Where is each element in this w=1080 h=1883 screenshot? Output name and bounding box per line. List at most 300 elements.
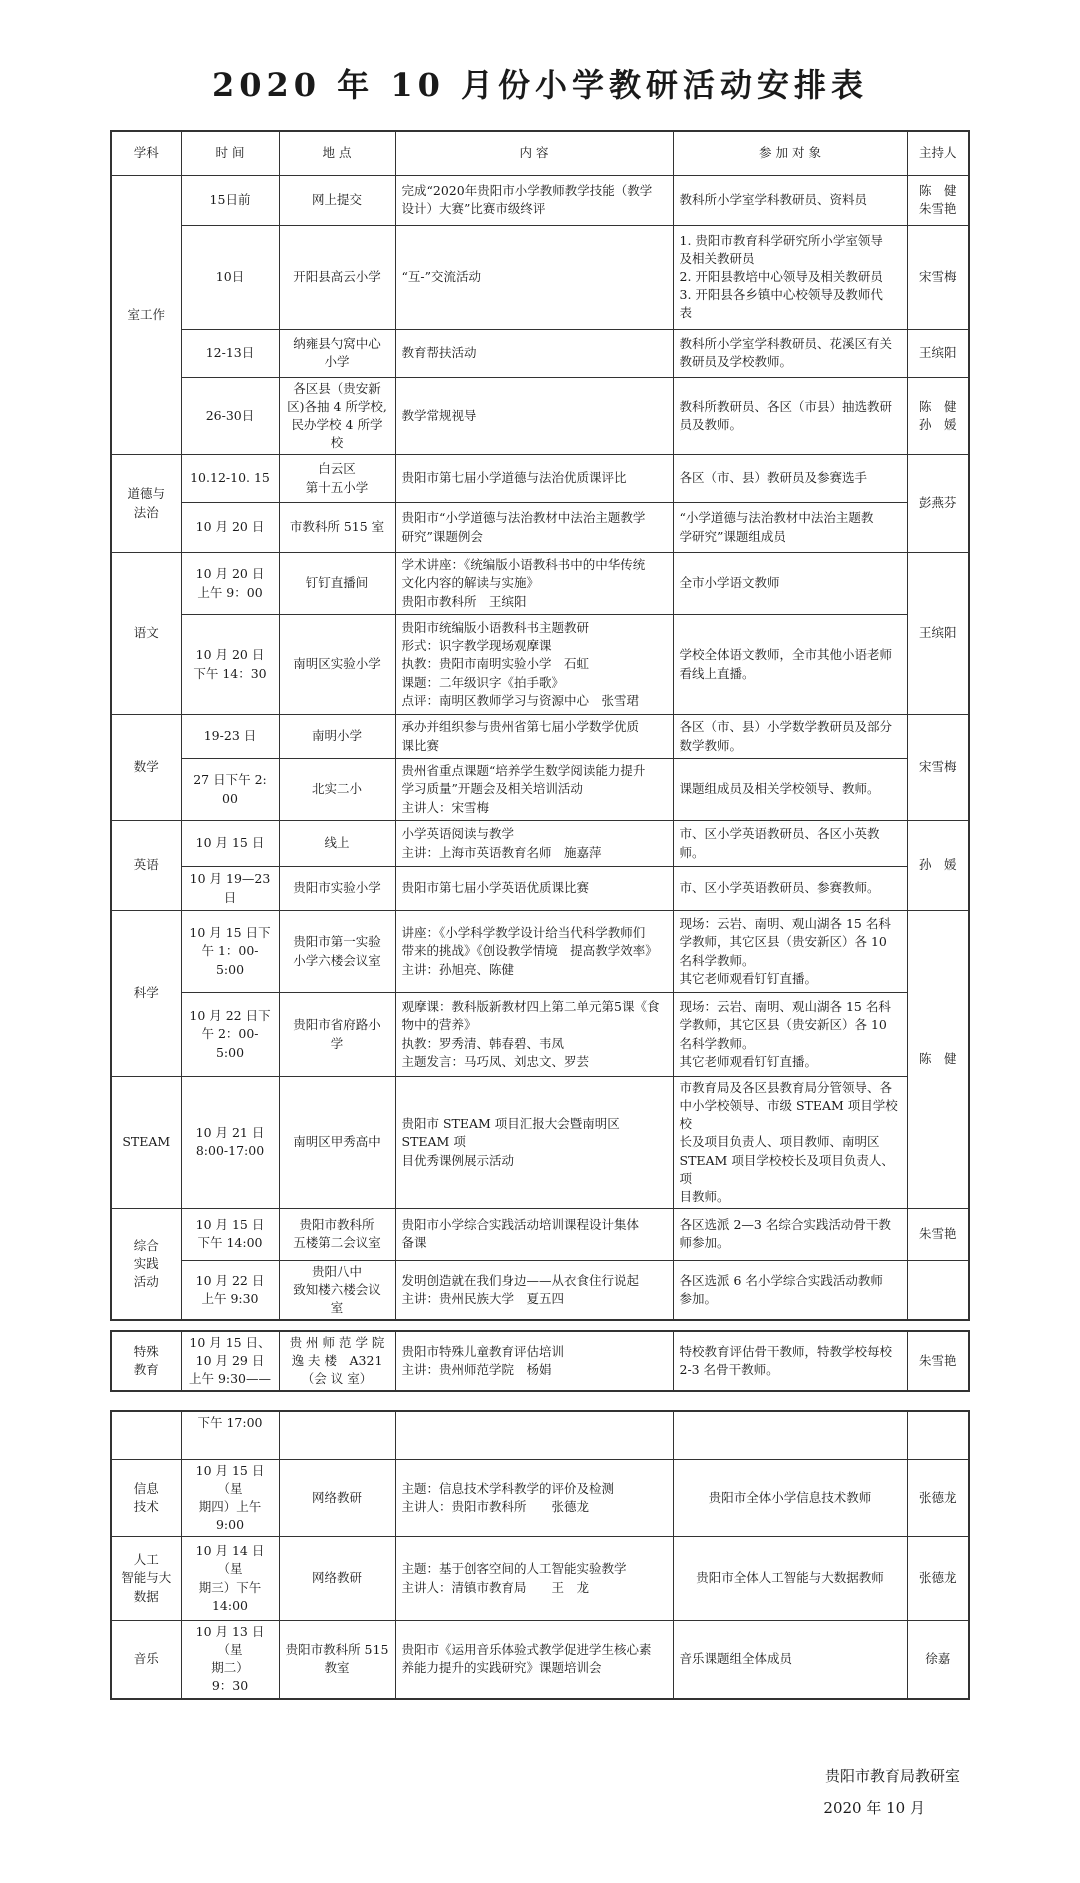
text-line: 致知楼六楼会议 (293, 1282, 381, 1298)
participants-cell (673, 759, 907, 821)
header-participants: 参 加 对 象 (673, 131, 907, 175)
text-line: 12-13日 (205, 344, 255, 360)
text-line: 综合 (133, 1237, 159, 1253)
text-line: 贵 州 师 范 学 院 (289, 1335, 385, 1350)
text-line: 市教育局及各区县教育局分管领导、各 (679, 1080, 893, 1095)
text-line: 南明区甲秀高中 (293, 1134, 381, 1150)
text-line: 徐嘉 (925, 1651, 951, 1667)
text-line: 点评：南明区教师学习与资源中心 张雪珺 (401, 692, 640, 708)
text-line: 3. 开阳县各乡镇中心校领导及教师代 (679, 287, 883, 303)
text-line: 10 月 19—23 (189, 871, 271, 887)
table-row (111, 503, 969, 553)
participants-cell (673, 455, 907, 503)
time-cell (181, 175, 279, 225)
text-line: 小学 (324, 354, 350, 369)
text-line: 学教师，其它区县（贵安新区）各 10 (679, 1017, 887, 1033)
time-cell (181, 553, 279, 615)
text-line: 物中的营养》 (401, 1017, 477, 1033)
text-line: 各区选派 6 名小学综合实践活动教师 (679, 1273, 883, 1288)
time-cell (181, 615, 279, 715)
text-line: 南明小学 (311, 728, 362, 744)
text-line: 陈 健 (918, 398, 957, 414)
subject-cell: 英语 (111, 821, 181, 911)
text-line: 实践 (133, 1256, 159, 1272)
text-line: 主讲：上海市英语教育名师 施嘉萍 (401, 844, 602, 860)
text-line: 执教：罗秀清、韩春碧、韦凤 (401, 1035, 565, 1051)
content-cell (395, 993, 673, 1077)
table-row (111, 615, 969, 715)
participants-cell (673, 377, 907, 455)
text-line: 贵阳市教科所 515 (285, 1642, 389, 1658)
subject-cell: 数学 (111, 715, 181, 821)
time-cell (181, 1077, 279, 1209)
text-line: 小学英语阅读与教学 (401, 826, 515, 842)
special-education-table (110, 1330, 970, 1392)
text-line: “小学道德与法治教材中法治主题教 (679, 510, 874, 526)
host-cell: 孙 媛 (907, 821, 969, 911)
place-cell (279, 993, 395, 1077)
text-line: 各区（市、县）小学数学教研员及部分 (679, 719, 893, 735)
table-row (111, 455, 969, 503)
text-line: 课比赛 (401, 737, 440, 753)
participants-cell (673, 867, 907, 911)
text-line: 数学教师。 (679, 737, 743, 753)
text-line: 贵阳市统编版小语教科书主题教研 (401, 620, 590, 636)
text-line: 陈 健 (918, 182, 957, 198)
time-cell (181, 1459, 279, 1537)
text-line: 教育 (133, 1362, 159, 1378)
text-line: 五楼第二会议室 (293, 1235, 381, 1251)
content-cell (395, 377, 673, 455)
text-line: 9:00 (215, 1516, 245, 1532)
text-line: 上午 9：00 (197, 584, 263, 600)
text-line: 8:00-17:00 (195, 1143, 265, 1159)
place-cell (279, 175, 395, 225)
text-line: 长及项目负责人、项目教师、南明区 (679, 1134, 880, 1150)
text-line: 民办学校 4 所学校 (291, 416, 383, 450)
participants-cell (673, 503, 907, 553)
place-cell (279, 759, 395, 821)
text-line: 纳雍县勺窝中心 (293, 335, 381, 351)
table-row (111, 1331, 969, 1391)
header-row (111, 131, 969, 175)
header-subject: 学科 (111, 131, 181, 175)
text-line: 学校全体语文教师，全市其他小语老师 (679, 647, 893, 663)
text-line: 看线上直播。 (679, 665, 755, 681)
content-cell (395, 715, 673, 759)
place-cell (279, 615, 395, 715)
table-row (111, 1208, 969, 1260)
text-line: 10 月 22 日 (195, 1273, 265, 1288)
text-line: 贵阳八中 (311, 1263, 362, 1279)
text-line: 贵阳市《运用音乐体验式教学促进学生核心素 (401, 1642, 652, 1658)
text-line: 朱雪艳 (918, 1226, 957, 1242)
content-cell (395, 911, 673, 993)
text-line: 午 2：00-5:00 (201, 1026, 259, 1060)
place-cell (279, 1537, 395, 1621)
place-cell (279, 377, 395, 455)
text-line: 第十五小学 (305, 479, 369, 495)
content-cell (395, 1621, 673, 1699)
text-line: 学习质量”开题会及相关培训活动 (401, 781, 583, 797)
text-line: 10 月 15 日（星 (195, 1462, 265, 1496)
time-cell (181, 1260, 279, 1320)
text-line: 期三）下午 (198, 1579, 262, 1595)
text-line: 教科所教研员、各区（市县）抽选教研 (679, 398, 893, 414)
time-cell (181, 715, 279, 759)
text-line: 宋雪梅 (918, 268, 957, 284)
text-line: 主讲：贵州民族大学 夏五四 (401, 1291, 565, 1307)
place-cell (279, 1331, 395, 1391)
text-line: 教学常规视导 (401, 407, 477, 423)
content-cell (395, 1459, 673, 1537)
header-content: 内 容 (395, 131, 673, 175)
text-line: 教科所小学室学科教研员、花溪区有关 (679, 335, 893, 351)
text-line: 贵州省重点课题“培养学生数学阅读能力提升 (401, 763, 646, 779)
host-cell (907, 1260, 969, 1320)
host-cell: 陈 健 (907, 911, 969, 1209)
text-line: 10 月 15 日 (195, 835, 265, 851)
table-row (111, 715, 969, 759)
place-cell (279, 821, 395, 867)
header-place: 地 点 (279, 131, 395, 175)
participants-cell (673, 329, 907, 377)
text-line: 14:00 (211, 1597, 249, 1613)
host-cell: 彭燕芬 (907, 455, 969, 553)
content-cell (395, 225, 673, 329)
host-cell (907, 1621, 969, 1699)
text-line: 市、区小学英语教研员、参赛教师。 (679, 880, 880, 896)
text-line: 技术 (133, 1498, 159, 1514)
header-time: 时 间 (181, 131, 279, 175)
text-line: 下午 17:00 (197, 1415, 263, 1430)
text-line: 10 月 15 日 (195, 1217, 265, 1233)
text-line: 贵阳市第七届小学英语优质课比赛 (401, 880, 590, 896)
text-line: 全市小学语文教师 (679, 575, 780, 591)
text-line: 名科学教师。 (679, 1035, 755, 1051)
place-cell (279, 1077, 395, 1209)
content-cell (395, 503, 673, 553)
text-line: 学研究”课题组成员 (679, 528, 786, 544)
participants-cell (673, 615, 907, 715)
text-line: 承办并组织参与贵州省第七届小学数学优质 (401, 719, 640, 735)
content-cell (395, 455, 673, 503)
time-cell (181, 911, 279, 993)
text-line: 26-30日 (205, 407, 255, 423)
participants-cell (673, 1208, 907, 1260)
text-line: 10 月 14 日（星 (195, 1543, 265, 1577)
text-line: 网络教研 (311, 1489, 362, 1505)
table-row (111, 1077, 969, 1209)
text-line: 形式：识字教学现场观摩课 (401, 638, 552, 654)
content-cell (395, 821, 673, 867)
text-line: 养能力提升的实践研究》课题培训会 (401, 1660, 602, 1676)
text-line: 2-3 名骨干教师。 (679, 1362, 779, 1378)
text-line: 教育帮扶活动 (401, 344, 477, 360)
text-line: 期四）上午 (198, 1498, 262, 1514)
text-line: 张德龙 (918, 1489, 957, 1505)
participants-cell (673, 715, 907, 759)
page-title: 2020 年 10 月份小学教研活动安排表 (211, 66, 869, 104)
table-row (111, 993, 969, 1077)
place-cell (279, 503, 395, 553)
text-line: 教研员及学校教师。 (679, 354, 793, 369)
text-line: 设计）大赛”比赛市级终评 (401, 201, 546, 216)
header-host: 主持人 (907, 131, 969, 175)
text-line: 各区（市、县）教研员及参赛选手 (679, 470, 868, 486)
text-line: 特殊 (133, 1344, 159, 1360)
place-cell (279, 1208, 395, 1260)
text-line: 孙 媛 (918, 416, 957, 432)
table-row (111, 377, 969, 455)
text-line: 贵阳市全体人工智能与大数据教师 (696, 1570, 884, 1586)
text-line: 发明创造就在我们身边——从衣食住行说起 (401, 1273, 640, 1288)
place-cell (279, 455, 395, 503)
text-line: 15日前 (209, 191, 251, 207)
host-cell (907, 1459, 969, 1537)
text-line: 午 1：00-5:00 (201, 943, 259, 977)
text-line: 19-23 日 (203, 728, 257, 744)
time-cell (181, 503, 279, 553)
host-cell (907, 1331, 969, 1391)
text-line: 主讲人：贵阳市教科所 张德龙 (401, 1498, 590, 1514)
text-line: 主题：基于创客空间的人工智能实验教学 (401, 1561, 627, 1577)
participants-cell (673, 1537, 907, 1621)
time-cell (181, 1411, 279, 1459)
subject-cell: 室工作 (111, 175, 181, 455)
text-line: 10 月 20 日 (195, 519, 265, 535)
table-row (111, 821, 969, 867)
participants-cell (673, 225, 907, 329)
text-line: 线上 (324, 835, 350, 851)
text-line: 教科所小学室学科教研员、资料员 (679, 191, 868, 207)
subject-cell (111, 455, 181, 553)
text-line: 师参加。 (679, 1235, 730, 1251)
content-cell (395, 1077, 673, 1209)
content-cell (395, 1331, 673, 1391)
text-line: 网络教研 (311, 1570, 362, 1586)
text-line: 27 日下午 2: (193, 772, 267, 788)
text-line: 其它老师观看钉钉直播。 (679, 1053, 818, 1069)
text-line: 带来的挑战》《创设教学情境 提高教学效率》 (401, 943, 658, 959)
text-line: 目教师。 (679, 1188, 730, 1204)
subject-cell (111, 1331, 181, 1391)
text-line: 贵阳市省府路小 (293, 1017, 381, 1033)
text-line: 10 月 29 日 (195, 1353, 265, 1369)
content-cell (395, 553, 673, 615)
text-line: “互-”交流活动 (401, 268, 482, 284)
subject-cell (111, 1208, 181, 1320)
text-line: 贵阳市小学综合实践活动培训课程设计集体 (401, 1217, 640, 1233)
text-line: 各区选派 2—3 名综合实践活动骨干教 (679, 1217, 891, 1233)
host-cell (907, 1208, 969, 1260)
subject-cell (111, 1411, 181, 1459)
text-line: 贵阳市“小学道德与法治教材中法治主题教学 (401, 510, 646, 526)
subject-cell: 语文 (111, 553, 181, 715)
text-line: 主题发言：马巧凤、刘忠文、罗芸 (401, 1053, 590, 1069)
place-cell (279, 329, 395, 377)
text-line: 名科学教师。 (679, 952, 755, 968)
text-line: 10 月 15 日、 (189, 1335, 271, 1350)
text-line: 课题组成员及相关学校领导、教师。 (679, 781, 880, 797)
table-row (111, 1459, 969, 1537)
text-line: 南明区实验小学 (293, 656, 381, 672)
participants-cell (673, 1459, 907, 1537)
schedule-table (110, 130, 970, 1321)
text-line: （会 议 室） (301, 1371, 373, 1387)
time-cell (181, 993, 279, 1077)
participants-cell (673, 1260, 907, 1320)
subject-cell: 科学 (111, 911, 181, 1077)
subject-cell (111, 1537, 181, 1621)
time-cell (181, 1331, 279, 1391)
table-row (111, 175, 969, 225)
footer-organization: 贵阳市教育局教研室 (824, 1767, 960, 1785)
text-line: 贵阳市特殊儿童教育评估培训 (401, 1344, 565, 1360)
participants-cell (673, 175, 907, 225)
text-line: 主讲：贵州师范学院 杨娟 (401, 1362, 552, 1378)
text-line: 各区县（贵安新 (293, 380, 381, 396)
text-line: 北实二小 (311, 781, 362, 797)
text-line: 室 (330, 1300, 344, 1316)
table-row (111, 1621, 969, 1699)
text-line: 10 月 13 日（星 (195, 1624, 265, 1658)
participants-cell (673, 1411, 907, 1459)
participants-cell (673, 911, 907, 993)
text-line: 9：30 (211, 1678, 249, 1694)
content-cell (395, 1411, 673, 1459)
participants-cell (673, 821, 907, 867)
place-cell (279, 715, 395, 759)
content-cell (395, 329, 673, 377)
text-line: 主题：信息技术学科教学的评价及检测 (401, 1480, 615, 1496)
text-line: 完成“2020年贵阳市小学教师教学技能（教学 (401, 182, 653, 198)
time-cell (181, 1208, 279, 1260)
host-cell (907, 1411, 969, 1459)
text-line: 信息 (133, 1480, 159, 1496)
text-line: 主讲人：清镇市教育局 王 龙 (401, 1579, 590, 1595)
content-cell (395, 1260, 673, 1320)
text-line: 逸 夫 楼 A321 (291, 1353, 383, 1369)
text-line: 音乐课题组全体成员 (679, 1651, 793, 1667)
text-line: 白云区 (318, 461, 356, 477)
participants-cell (673, 553, 907, 615)
content-cell (395, 175, 673, 225)
text-line: 下午 14:00 (197, 1235, 263, 1251)
content-cell (395, 759, 673, 821)
text-line: 讲座：《小学科学教学设计给当代科学教师们 (401, 925, 646, 941)
text-line: 朱雪艳 (918, 201, 957, 216)
text-line: 1. 贵阳市教育科学研究所小学室领导 (679, 232, 883, 248)
host-cell (907, 175, 969, 225)
table-row (111, 329, 969, 377)
place-cell (279, 553, 395, 615)
host-cell (907, 377, 969, 455)
text-line: 主讲：孙旭亮、陈健 (401, 961, 515, 977)
text-line: 智能与大 (121, 1570, 172, 1586)
text-line: 教室 (324, 1660, 350, 1676)
host-cell: 王缤阳 (907, 553, 969, 715)
text-line: 10 月 20 日 (195, 566, 265, 582)
text-line: 贵阳市教科所 王缤阳 (401, 593, 527, 609)
footer-date: 2020 年 10 月 (823, 1799, 925, 1817)
text-line: 上午 9:30 (201, 1291, 259, 1307)
text-line: 张德龙 (918, 1570, 957, 1586)
text-line: 目优秀课例展示活动 (401, 1152, 515, 1168)
time-cell (181, 225, 279, 329)
host-cell (907, 225, 969, 329)
text-line: 10 月 22 日下 (189, 1008, 271, 1024)
text-line: 道德与 (127, 486, 165, 502)
table-row (111, 1537, 969, 1621)
text-line: 贵阳市教科所 (299, 1217, 375, 1233)
text-line: 市教科所 515 室 (289, 519, 385, 535)
text-line: 开阳县高云小学 (293, 268, 381, 284)
text-line: 下午 14：30 (193, 665, 267, 681)
text-line: 中小学校领导、市级 STEAM 项目学校校 (679, 1098, 898, 1132)
place-cell (279, 225, 395, 329)
text-line: 贵阳市 STEAM 项目汇报大会暨南明区 STEAM 项 (401, 1116, 620, 1150)
text-line: 及相关教研员 (679, 250, 755, 266)
place-cell (279, 911, 395, 993)
time-cell (181, 455, 279, 503)
text-line: 区)各抽 4 所学校, (287, 398, 387, 414)
text-line: 主讲人：宋雪梅 (401, 799, 490, 815)
place-cell (279, 1411, 395, 1459)
text-line: 日 (223, 889, 237, 905)
time-cell (181, 377, 279, 455)
time-cell (181, 867, 279, 911)
text-line: 现场：云岩、南明、观山湖各 15 名科 (679, 999, 891, 1015)
text-line: 学术讲座：《统编版小语教科书中的中华传统 (401, 557, 646, 573)
text-line: 王缤阳 (918, 344, 957, 360)
content-cell (395, 867, 673, 911)
text-line: 贵阳市全体小学信息技术教师 (708, 1489, 872, 1505)
content-cell (395, 1208, 673, 1260)
text-line: 贵阳市第七届小学道德与法治优质课评比 (401, 470, 627, 486)
subject-cell (111, 1459, 181, 1537)
table-row (111, 1411, 969, 1459)
text-line: 观摩课：教科版新教材四上第二单元第5课《食 (401, 999, 660, 1015)
table-row (111, 225, 969, 329)
participants-cell (673, 1077, 907, 1209)
text-line: 10日 (215, 268, 245, 284)
text-line: 人工 (133, 1552, 159, 1568)
content-cell (395, 615, 673, 715)
text-line: 网上提交 (311, 191, 362, 207)
text-line: 员及教师。 (679, 416, 743, 432)
text-line: 10 月 20 日 (195, 647, 265, 663)
time-cell (181, 1537, 279, 1621)
text-line: 参加。 (679, 1291, 718, 1307)
text-line: 10 月 15 日下 (189, 925, 271, 941)
text-line: 期二） (211, 1660, 249, 1676)
time-cell (181, 759, 279, 821)
text-line: 文化内容的解读与实施》 (401, 575, 540, 591)
text-line: 市、区小学英语教研员、各区小英教师。 (679, 826, 880, 860)
time-cell (181, 1621, 279, 1699)
text-line: 研究”课题例会 (401, 528, 483, 544)
text-line: 数据 (133, 1588, 159, 1604)
text-line: 现场：云岩、南明、观山湖各 15 名科 (679, 916, 891, 932)
text-line: 特校教育评估骨干教师，特教学校每校 (679, 1344, 893, 1360)
host-cell (907, 1537, 969, 1621)
host-cell (907, 329, 969, 377)
time-cell (181, 329, 279, 377)
text-line: 执教：贵阳市南明实验小学 石虹 (401, 656, 590, 672)
continued-table (110, 1410, 970, 1700)
subject-cell: STEAM (111, 1077, 181, 1209)
